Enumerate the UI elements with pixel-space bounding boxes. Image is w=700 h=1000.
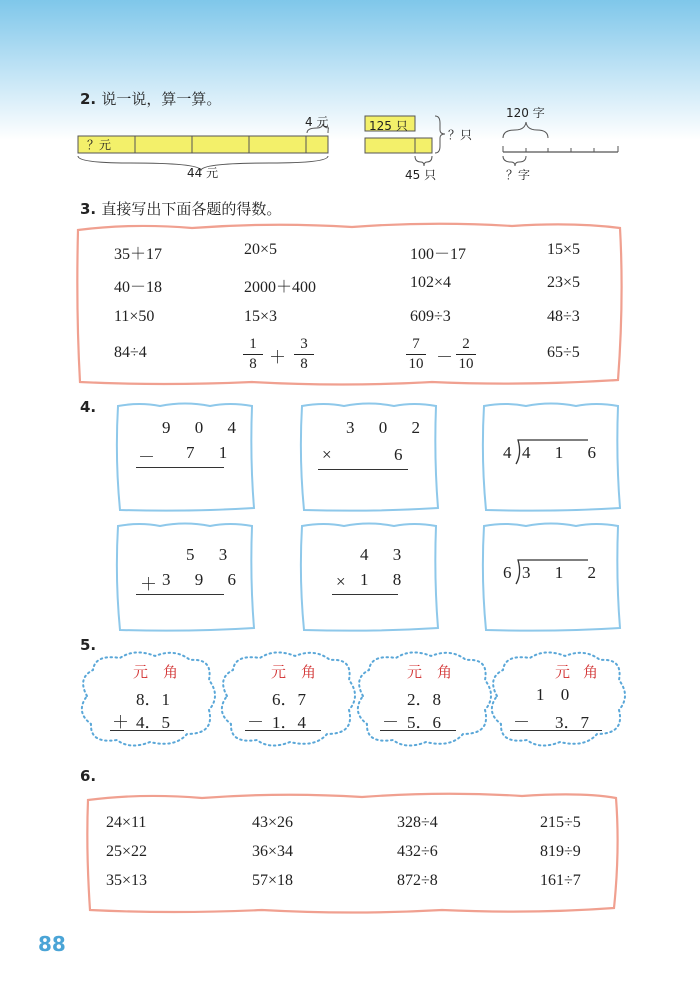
q6-expr: 215÷5 xyxy=(540,814,581,831)
q3-expr: 20×5 xyxy=(244,241,278,258)
operator: － xyxy=(247,713,264,732)
part-yuan-label: 4 元 xyxy=(305,115,329,129)
dividend: 4 1 6 xyxy=(522,443,606,462)
page-number: 88 xyxy=(38,932,66,956)
bottom-number: 7 1 xyxy=(186,443,238,462)
numerator: 1 xyxy=(249,336,257,352)
answer-line xyxy=(332,594,398,595)
question-3-text: 直接写出下面各题的得数。 xyxy=(101,200,282,218)
q6-expr: 872÷8 xyxy=(397,872,438,889)
q3-expr: 11×50 xyxy=(114,308,155,325)
bottom-amount: 1．4 xyxy=(272,713,306,732)
bottom-number: 6 xyxy=(394,445,413,464)
bottom-brace xyxy=(503,156,526,166)
answer-line xyxy=(510,730,602,731)
frame-border xyxy=(87,794,617,913)
divisor: 6 xyxy=(503,563,512,582)
denominator: 10 xyxy=(408,356,424,372)
jiao-header: 角 xyxy=(583,663,599,681)
question-3-number: 3. xyxy=(80,200,97,218)
q3-expr: 48÷3 xyxy=(547,308,580,325)
top-number: 9 0 4 xyxy=(162,418,246,437)
question-5-number: 5. xyxy=(80,636,97,654)
q6-expr: 432÷6 xyxy=(397,843,438,860)
top-brace xyxy=(503,122,548,138)
numerator: 7 xyxy=(412,336,420,352)
fraction xyxy=(456,336,476,373)
denominator: 8 xyxy=(300,356,308,372)
q3-expr: 609÷3 xyxy=(410,308,451,325)
fraction-bar xyxy=(243,354,263,355)
fraction-bar xyxy=(294,354,314,355)
top-amount: 2．8 xyxy=(407,690,441,709)
fraction xyxy=(243,336,263,373)
top-count-label: 125 只 xyxy=(369,119,408,133)
top-amount: 1 0 xyxy=(536,685,576,704)
question-6-number: 6. xyxy=(80,767,97,785)
answer-line xyxy=(136,467,224,468)
q3-expr: 102×4 xyxy=(410,274,452,291)
yuan-header: 元 xyxy=(407,663,423,681)
question-2-text: 说一说，算一算。 xyxy=(101,90,222,108)
q3-expr: 15×3 xyxy=(244,308,278,325)
jiao-header: 角 xyxy=(163,663,179,681)
q6-expr: 328÷4 xyxy=(397,814,438,831)
q6-expr: 25×22 xyxy=(106,843,148,860)
bottom-amount: 5．6 xyxy=(407,713,441,732)
numerator: 2 xyxy=(462,336,470,352)
top-number: 5 3 xyxy=(186,545,238,564)
bar-rect xyxy=(78,136,328,153)
question-2-heading xyxy=(80,88,221,109)
plus-operator: ＋ xyxy=(269,348,286,367)
top-amount: 6．7 xyxy=(272,690,306,709)
minus-operator: － xyxy=(436,348,453,367)
q3-expr: 15×5 xyxy=(547,241,581,258)
question-4-number: 4. xyxy=(80,398,97,416)
fraction-bar xyxy=(406,354,426,355)
total-yuan-label: 44 元 xyxy=(187,166,219,180)
unknown-count-label: ？只 xyxy=(448,128,473,142)
answer-line xyxy=(136,594,224,595)
top-number: 3 0 2 xyxy=(346,418,430,437)
q6-expr: 24×11 xyxy=(106,814,147,831)
answer-line xyxy=(110,730,184,731)
bottom-amount: 3．7 xyxy=(555,713,589,732)
q6-expr: 57×18 xyxy=(252,872,294,889)
side-brace xyxy=(435,116,445,153)
operator: － xyxy=(513,713,530,732)
question-2-number: 2. xyxy=(80,90,97,108)
times-operator: × xyxy=(336,572,346,591)
q3-expr: 2000＋400 xyxy=(244,279,317,296)
times-operator: × xyxy=(322,445,332,464)
q3-expr: 65÷5 xyxy=(547,344,580,361)
q6-expr: 36×34 xyxy=(252,843,294,860)
yuan-header: 元 xyxy=(555,663,571,681)
operator: ＋ xyxy=(112,713,129,732)
q6-expr: 819÷9 xyxy=(540,843,581,860)
bottom-bar xyxy=(365,138,432,153)
fraction xyxy=(294,336,314,373)
dividend: 3 1 2 xyxy=(522,563,606,582)
bottom-amount: 4．5 xyxy=(136,713,170,732)
denominator: 10 xyxy=(458,356,474,372)
unknown-char-label: ？字 xyxy=(506,168,531,182)
answer-line xyxy=(318,469,408,470)
numerator: 3 xyxy=(300,336,308,352)
q3-expr: 84÷4 xyxy=(114,344,147,361)
top-amount: 8．1 xyxy=(136,690,170,709)
jiao-header: 角 xyxy=(301,663,317,681)
bottom-count-label: 45 只 xyxy=(405,168,437,182)
q3-expr: 100－17 xyxy=(410,246,467,263)
unknown-yuan-label: ？元 xyxy=(87,138,112,152)
q3-expr: 35＋17 xyxy=(114,246,163,263)
bottom-brace xyxy=(415,156,432,166)
q6-expr: 35×13 xyxy=(106,872,148,889)
denominator: 8 xyxy=(249,356,257,372)
divisor: 4 xyxy=(503,443,512,462)
fraction xyxy=(406,336,426,373)
fraction-bar xyxy=(456,354,476,355)
operator: － xyxy=(382,713,399,732)
answer-line xyxy=(380,730,456,731)
yuan-header: 元 xyxy=(133,663,149,681)
answer-line xyxy=(245,730,321,731)
top-char-label: 120 字 xyxy=(506,106,545,120)
question-3-heading xyxy=(80,198,281,219)
yuan-header: 元 xyxy=(271,663,287,681)
q3-expr: 23×5 xyxy=(547,274,581,291)
bottom-number: 1 8 xyxy=(360,570,412,589)
q6-expr: 43×26 xyxy=(252,814,294,831)
q3-expr: 40－18 xyxy=(114,279,163,296)
bottom-number: 3 9 6 xyxy=(162,570,246,589)
plus-operator: ＋ xyxy=(140,575,157,594)
jiao-header: 角 xyxy=(437,663,453,681)
minus-operator: － xyxy=(138,448,155,467)
q6-expr: 161÷7 xyxy=(540,872,581,889)
top-number: 4 3 xyxy=(360,545,412,564)
